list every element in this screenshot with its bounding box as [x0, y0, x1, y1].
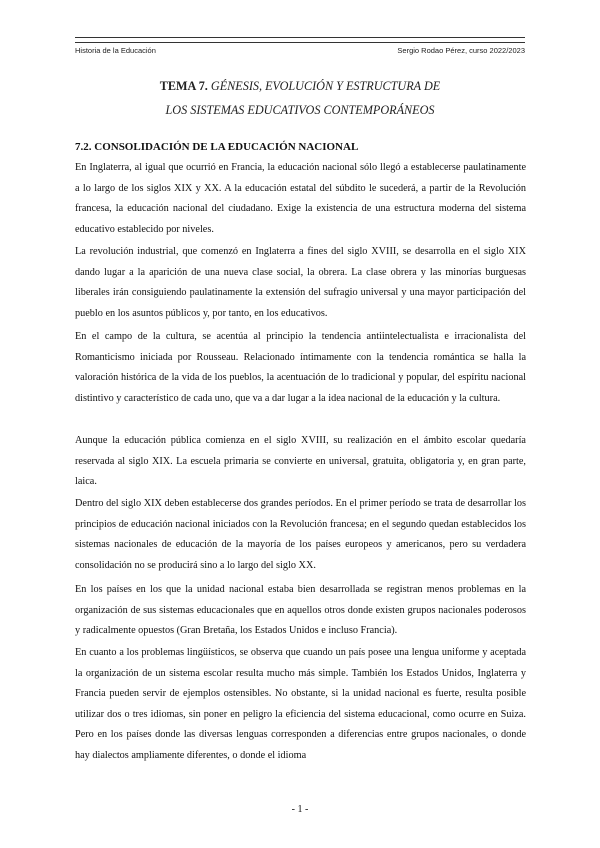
header-right-text: Sergio Rodao Pérez, curso 2022/2023	[397, 46, 525, 55]
paragraph-4: Aunque la educación pública comienza en el siglo XVIII, su realización en el ámbito escolar quedaría reservada al siglo XIX. La escuela primaria se convierte en universal, gratuita, obligatoria y, en gran parte, laica.	[75, 435, 526, 488]
section-heading: 7.2. CONSOLIDACIÓN DE LA EDUCACIÓN NACIONAL	[75, 141, 359, 153]
paragraph-1: En Inglaterra, al igual que ocurrió en Francia, la educación nacional sólo llegó a establecerse paulatinamente a lo largo de los siglos XIX y XX. A la educación estatal del súbdito le sucederá, a partir de la Revolución francesa, la educación nacional del ciudadano. Exige la existencia de una estructura moderna del sistema educativo establecido por niveles.	[75, 162, 526, 235]
header-left-text: Historia de la Educación	[75, 46, 156, 55]
paragraph-3: En el campo de la cultura, se acentúa al principio la tendencia antiintelectualista e irracionalista del Romanticismo iniciada por Rousseau. Relacionado íntimamente con la tendencia romántica se halla la valoración histórica de la vida de los pueblos, la acentuación de lo tradicional y popular, del espíritu nacional distintivo y característico de cada uno, que va a dar lugar a la idea nacional de la educación y la cultura.	[75, 331, 526, 404]
chapter-label: TEMA 7.	[159, 79, 208, 93]
chapter-title-text-1: GÉNESIS, EVOLUCIÓN Y ESTRUCTURA DE	[210, 79, 441, 93]
paragraph-5: Dentro del siglo XIX deben establecerse dos grandes períodos. En el primer período se trata de desarrollar los principios de educación nacional iniciados con la Revolución francesa; en el segundo quedan establecidos los sistemas nacionales de educación de la mayoría de los países europeos y americanos, pero su verdadera consolidación no se producirá sino a lo largo del siglo XX.	[75, 498, 526, 571]
paragraph-7: En cuanto a los problemas lingüísticos, se observa que cuando un país posee una lengua uniforme y aceptada la organización de un sistema escolar resulta mucho más simple. También los Estados Unidos, Inglaterra y Francia pueden servir de ejemplos ostensibles. No obstante, si la unidad nacional es fuerte, resulta posible utilizar dos o tres idiomas, sin poner en peligro la eficiencia del sistema educacional, como ocurre en Suiza. Pero en los países donde las diversas lenguas corresponden a diferencias entre grupos nacionales, o donde hay dialectos ampliamente diferentes, o donde el idioma	[75, 647, 526, 761]
header-divider-top	[75, 37, 525, 38]
paragraph-6: En los países en los que la unidad nacional estaba bien desarrollada se registran menos problemas en la organización de sus sistemas educacionales que en aquellos otros donde existen grupos nacionales poderosos y radicalmente opuestos (Gran Bretaña, los Estados Unidos e incluso Francia).	[75, 584, 526, 637]
chapter-title-line2	[75, 103, 525, 118]
paragraph-2: La revolución industrial, que comenzó en Inglaterra a fines del siglo XVIII, se desarrolla en el siglo XIX dando lugar a la aparición de una nueva clase social, la obrera. La clase obrera y las minorías burguesas liberales irán consiguiendo paulatinamente la extensión del sufragio universal y una mayor participación del pueblo en los asuntos públicos y, por tanto, en los educativos.	[75, 246, 526, 319]
header-divider-bottom	[75, 42, 525, 43]
page-header	[75, 46, 525, 55]
chapter-title-line1	[75, 79, 525, 94]
chapter-title-text-2: LOS SISTEMAS EDUCATIVOS CONTEMPORÁNEOS	[165, 103, 435, 117]
page-number: - 1 -	[291, 804, 309, 815]
